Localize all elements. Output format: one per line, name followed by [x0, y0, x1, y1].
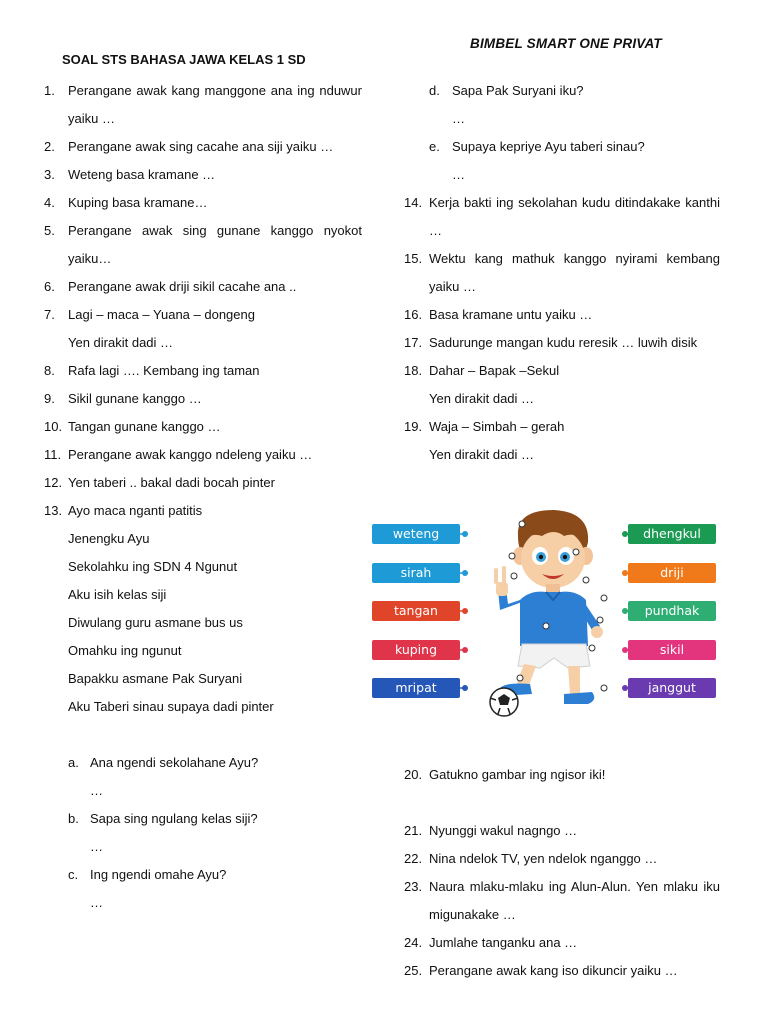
question-number: 20. — [404, 767, 423, 782]
question-2 — [44, 133, 362, 161]
question-text: Kuping basa kramane… — [68, 195, 208, 210]
sub-question-letter: d. — [429, 83, 440, 98]
passage-line: Aku Taberi sinau supaya dadi pinter — [68, 699, 274, 714]
answer-blank: … — [452, 167, 465, 182]
question-number: 5. — [44, 223, 55, 238]
question-20 — [404, 761, 720, 789]
label-driji: driji — [628, 563, 716, 583]
label-pundhak: pundhak — [628, 601, 716, 621]
passage-line: Jenengku Ayu — [68, 531, 150, 546]
question-number: 3. — [44, 167, 55, 182]
question-25 — [404, 957, 720, 985]
question-7 — [44, 301, 362, 357]
sub-question-letter: c. — [68, 867, 79, 882]
spacer — [404, 789, 720, 817]
question-number: 25. — [404, 963, 423, 978]
question-21 — [404, 817, 720, 845]
question-9 — [44, 385, 362, 413]
question-text: Perangane awak driji sikil cacahe ana .. — [68, 279, 297, 294]
question-text: Jumlahe tanganku ana … — [429, 935, 578, 950]
question-number: 24. — [404, 935, 423, 950]
question-13 — [44, 497, 362, 721]
label-weteng: weteng — [372, 524, 460, 544]
spacer — [44, 721, 362, 749]
question-number: 17. — [404, 335, 423, 350]
question-number: 10. — [44, 419, 63, 434]
question-text: Waja – Simbah – gerah — [429, 419, 565, 434]
sub-question-a — [44, 749, 362, 777]
question-number: 12. — [44, 475, 63, 490]
question-number: 13. — [44, 503, 63, 518]
sub-question-d — [404, 77, 720, 105]
sub-question-text: Sapa sing ngulang kelas siji? — [90, 811, 258, 826]
question-text: Sikil gunane kanggo … — [68, 391, 202, 406]
passage-line: Diwulang guru asmane bus us — [68, 615, 243, 630]
sub-question-letter: e. — [429, 139, 440, 154]
question-text: Basa kramane untu yaiku … — [429, 307, 593, 322]
question-3 — [44, 161, 362, 189]
body-parts-figure — [372, 508, 718, 720]
sub-question-letter: a. — [68, 755, 79, 770]
question-number: 18. — [404, 363, 423, 378]
question-text: Nina ndelok TV, yen ndelok nganggo … — [429, 851, 658, 866]
right-column — [404, 77, 720, 469]
question-text: Perangane awak sing gunane kanggo nyokot yaiku… — [68, 223, 362, 266]
label-tangan: tangan — [372, 601, 460, 621]
question-number: 15. — [404, 251, 423, 266]
page-title: SOAL STS BAHASA JAWA KELAS 1 SD — [62, 52, 306, 67]
passage-line: Aku isih kelas siji — [68, 587, 167, 602]
question-number: 22. — [404, 851, 423, 866]
right-column-bottom — [404, 761, 720, 985]
question-number: 16. — [404, 307, 423, 322]
question-15 — [404, 245, 720, 301]
question-text: Lagi – maca – Yuana – dongeng — [68, 307, 255, 322]
question-text: Wektu kang mathuk kanggo nyirami kembang yaiku … — [429, 251, 720, 294]
sub-question-text: Supaya kepriye Ayu taberi sinau? — [452, 139, 645, 154]
passage-line: Bapakku asmane Pak Suryani — [68, 671, 243, 686]
label-dhengkul: dhengkul — [628, 524, 716, 544]
question-number: 1. — [44, 83, 55, 98]
question-number: 6. — [44, 279, 55, 294]
question-text: Kerja bakti ing sekolahan kudu ditindakake kanthi … — [429, 195, 720, 238]
question-5 — [44, 217, 362, 273]
question-17 — [404, 329, 720, 357]
question-text: Nyunggi wakul nagngo … — [429, 823, 578, 838]
question-number: 23. — [404, 879, 423, 894]
sub-question-text: Ana ngendi sekolahane Ayu? — [90, 755, 259, 770]
sub-question-letter: b. — [68, 811, 79, 826]
question-23 — [404, 873, 720, 929]
question-22 — [404, 845, 720, 873]
question-text: Perangane awak kang iso dikuncir yaiku … — [429, 963, 678, 978]
question-text: Rafa lagi …. Kembang ing taman — [68, 363, 260, 378]
question-text: Perangane awak kang manggone ana ing nduwur yaiku … — [68, 83, 362, 126]
question-text: Perangane awak kanggo ndeleng yaiku … — [68, 447, 313, 462]
question-14 — [404, 189, 720, 245]
sub-question-text: Sapa Pak Suryani iku? — [452, 83, 584, 98]
passage-line: Sekolahku ing SDN 4 Ngunut — [68, 559, 238, 574]
question-12 — [44, 469, 362, 497]
question-6 — [44, 273, 362, 301]
question-18 — [404, 357, 720, 413]
question-16 — [404, 301, 720, 329]
question-number: 19. — [404, 419, 423, 434]
question-continuation: Yen dirakit dadi … — [429, 447, 535, 462]
label-sikil: sikil — [628, 640, 716, 660]
question-text: Gatukno gambar ing ngisor iki! — [429, 767, 606, 782]
question-continuation: Yen dirakit dadi … — [429, 391, 535, 406]
sub-question-c — [44, 861, 362, 889]
question-text: Yen taberi .. bakal dadi bocah pinter — [68, 475, 275, 490]
question-text: Ayo maca nganti patitis — [68, 503, 203, 518]
label-sirah: sirah — [372, 563, 460, 583]
question-10 — [44, 413, 362, 441]
question-24 — [404, 929, 720, 957]
question-text: Dahar – Bapak –Sekul — [429, 363, 560, 378]
question-text: Tangan gunane kanggo … — [68, 419, 221, 434]
question-number: 9. — [44, 391, 55, 406]
question-19 — [404, 413, 720, 469]
question-8 — [44, 357, 362, 385]
left-column — [44, 77, 362, 917]
label-janggut: janggut — [628, 678, 716, 698]
label-kuping: kuping — [372, 640, 460, 660]
question-11 — [44, 441, 362, 469]
answer-blank: … — [90, 895, 103, 910]
question-number: 4. — [44, 195, 55, 210]
answer-blank: … — [90, 839, 103, 854]
question-text: Perangane awak sing cacahe ana siji yaiku … — [68, 139, 334, 154]
question-text: Weteng basa kramane … — [68, 167, 216, 182]
question-number: 11. — [44, 447, 62, 462]
question-text: Naura mlaku-mlaku ing Alun-Alun. Yen mlaku iku migunakake … — [429, 879, 720, 922]
question-number: 14. — [404, 195, 423, 210]
label-mripat: mripat — [372, 678, 460, 698]
question-number: 21. — [404, 823, 423, 838]
question-continuation: Yen dirakit dadi … — [68, 335, 174, 350]
question-number: 8. — [44, 363, 55, 378]
passage-line: Omahku ing ngunut — [68, 643, 182, 658]
sub-question-b — [44, 805, 362, 833]
boy-with-soccer-ball-icon — [476, 508, 626, 718]
sub-question-text: Ing ngendi omahe Ayu? — [90, 867, 227, 882]
brand-name: BIMBEL SMART ONE PRIVAT — [470, 36, 662, 51]
answer-blank: … — [90, 783, 103, 798]
question-text: Sadurunge mangan kudu reresik … luwih disik — [429, 335, 698, 350]
question-number: 2. — [44, 139, 55, 154]
question-number: 7. — [44, 307, 55, 322]
question-1 — [44, 77, 362, 133]
answer-blank: … — [452, 111, 465, 126]
question-4 — [44, 189, 362, 217]
sub-question-e — [404, 133, 720, 161]
